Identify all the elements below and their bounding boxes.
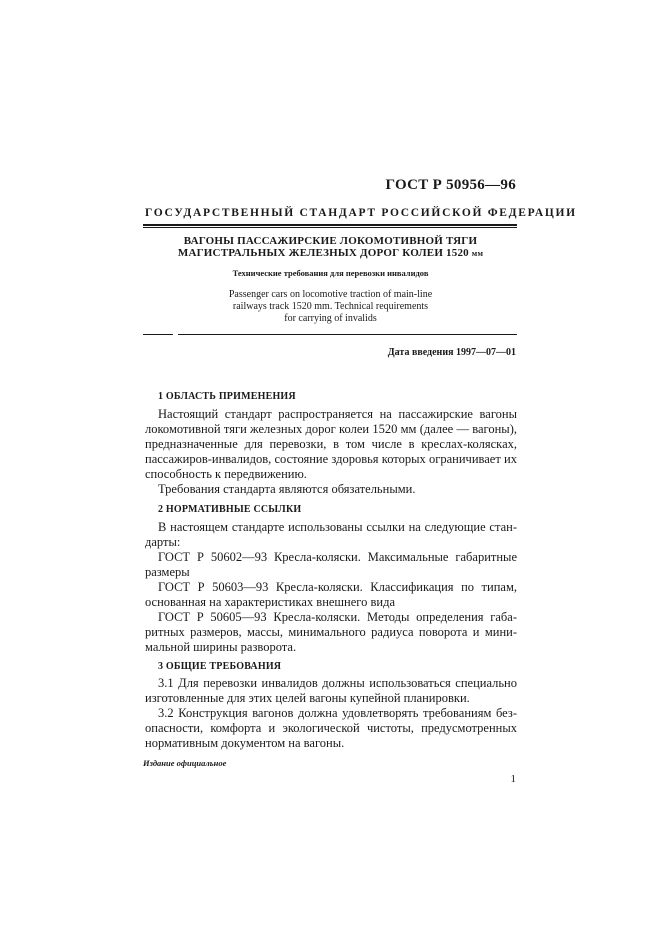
- s2-ref1-line-1: ГОСТ Р 50602—93 Кресла-коляски. Максимальные габаритные: [158, 550, 517, 564]
- s2-ref1-line-2: размеры: [145, 565, 190, 579]
- s3-p2-line-1: 3.2 Конструкция вагонов должна удовлетворять требованиям без-: [158, 706, 517, 720]
- s2-ref3-line-1: ГОСТ Р 50605—93 Кресла-коляски. Методы определения габа-: [158, 610, 517, 624]
- title-line-2-unit: мм: [471, 249, 484, 258]
- standard-number: ГОСТ Р 50956—96: [385, 177, 516, 193]
- section-1-heading: 1 ОБЛАСТЬ ПРИМЕНЕНИЯ: [158, 391, 296, 402]
- s1-p1-line-5: способность к передвижению.: [145, 467, 307, 481]
- s2-p1-line-2: дарты:: [145, 535, 181, 549]
- s3-p2-line-3: нормативным документом на вагоны.: [145, 736, 345, 750]
- s2-ref2-line-2: основанная на характеристиках внешнего вида: [145, 595, 395, 609]
- standard-header: ГОСУДАРСТВЕННЫЙ СТАНДАРТ РОССИЙСКОЙ ФЕДЕРАЦИИ: [145, 207, 577, 219]
- section-2-heading: 2 НОРМАТИВНЫЕ ССЫЛКИ: [158, 504, 302, 515]
- section-3-heading: 3 ОБЩИЕ ТРЕБОВАНИЯ: [158, 661, 282, 672]
- title-en-line-3: for carrying of invalids: [284, 313, 377, 324]
- s2-ref3-line-2: ритных размеров, массы, минимального радиуса поворота и мини-: [145, 625, 517, 639]
- s2-p1-line-1: В настоящем стандарте использованы ссылки на следующие стан-: [158, 520, 517, 534]
- s1-p1-line-2: локомотивной тяги железных дорог колеи 1520 мм (далее — вагоны),: [145, 422, 517, 436]
- s1-p2: Требования стандарта являются обязательными.: [158, 482, 416, 496]
- intro-date: Дата введения 1997—07—01: [387, 347, 516, 358]
- footer-note: Издание официальное: [143, 758, 227, 768]
- s1-p1-line-4: пассажиров-инвалидов, состояние здоровья которых ограничивает их: [145, 452, 517, 466]
- header-rule-thick: [143, 224, 517, 226]
- title-rule-short: [143, 334, 173, 335]
- header-rule-thin: [143, 227, 517, 228]
- page-number: 1: [510, 773, 516, 785]
- s1-p1-line-1: Настоящий стандарт распространяется на пассажирские вагоны: [158, 407, 517, 421]
- title-en-line-2: railways track 1520 mm. Technical requirements: [232, 301, 429, 312]
- title-line-2: [145, 247, 516, 259]
- title-rule-long: [178, 334, 517, 335]
- s3-p2-line-2: опасности, комфорта и экологической чистоты, предусмотренных: [145, 721, 517, 735]
- s3-p1-line-1: 3.1 Для перевозки инвалидов должны использоваться специально: [158, 676, 517, 690]
- title-line-2-text: МАГИСТРАЛЬНЫХ ЖЕЛЕЗНЫХ ДОРОГ КОЛЕИ 1520: [177, 247, 469, 259]
- s1-p1-line-3: предназначенные для перевозки, в том числе в креслах-колясках,: [145, 437, 517, 451]
- title-en-line-1: Passenger cars on locomotive traction of main-line: [228, 289, 433, 300]
- s3-p1-line-2: изготовленные для этих целей вагоны купейной планировки.: [145, 691, 470, 705]
- s2-ref2-line-1: ГОСТ Р 50603—93 Кресла-коляски. Классификация по типам,: [158, 580, 517, 594]
- s2-ref3-line-3: мальной ширины разворота.: [145, 640, 297, 654]
- title-line-1: ВАГОНЫ ПАССАЖИРСКИЕ ЛОКОМОТИВНОЙ ТЯГИ: [183, 235, 478, 247]
- subtitle-ru: Технические требования для перевозки инвалидов: [232, 268, 429, 278]
